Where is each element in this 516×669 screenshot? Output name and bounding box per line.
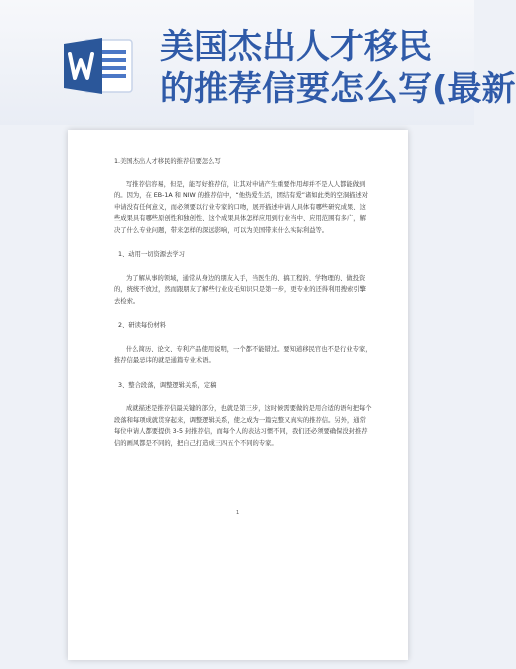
page-title (160, 26, 516, 110)
paragraph-intro: 写推荐信容易，但是，能写好推荐信，让其对申请产生重要作用却并不是人人都能做到的。因为，在 EB-1A 和 NIW 的推荐信中，“他热爱生活，团结有爱”诸如此类的空洞描述对申请没有任何意义，而必须要以行业专家的口吻，展开描述申请人具体有哪些研究成果、这些成果具有哪些原创性和独创性、这个成果具体怎样应用到行业当中、应用范围有多广，解决了什么专业问题，带来怎样的深远影响，可以为美国带来什么实际利益等。 (114, 180, 369, 234)
page-number: 1 (236, 510, 240, 516)
paragraph-1: 为了解从事的领域，通常从身边的朋友入手，当医生的、搞工程的、学物理的、做投资的，统统不放过，然而跟朋友了解些行业皮毛知识只是第一步，更专业的还得利用搜索引擎去检索。 (114, 274, 366, 305)
document-content (114, 156, 372, 449)
paragraph-2: 什么简历、论文、专利产品使用说明，一个都不能错过。要知道移民官也不是行业专家，推荐信最忌讳的就是通篇专业术语。 (114, 345, 372, 364)
paragraph-3: 成就描述是推荐信最关键的部分，也就是第三步，这时候需要做的是用合适的语句把每个段落和每项成就贯穿起来，调整逻辑关系，使之成为一篇完整又真实的推荐信。另外，通常每位申请人都要提供 3-5 封推荐信，而每个人的表达习惯不同，我们还必须要确保没封推荐信的画风都是不同的，把自己打造成三四五个不同的专家。 (114, 405, 372, 447)
word-document-icon (62, 34, 136, 98)
section-title-1: 1、动用一切资源去学习 (118, 251, 185, 258)
document-page (68, 130, 408, 660)
section-title-3: 3、整合段落，调整逻辑关系，定稿 (118, 381, 217, 389)
section-title-2: 2、研读每份材料 (118, 322, 167, 329)
document-heading: 1.美国杰出人才移民的推荐信要怎么写 (114, 158, 221, 165)
header-banner (0, 0, 516, 125)
title-line-1: 美国杰出人才移民 (160, 27, 432, 67)
title-line-2: 的推荐信要怎么写(最新 (160, 69, 516, 109)
